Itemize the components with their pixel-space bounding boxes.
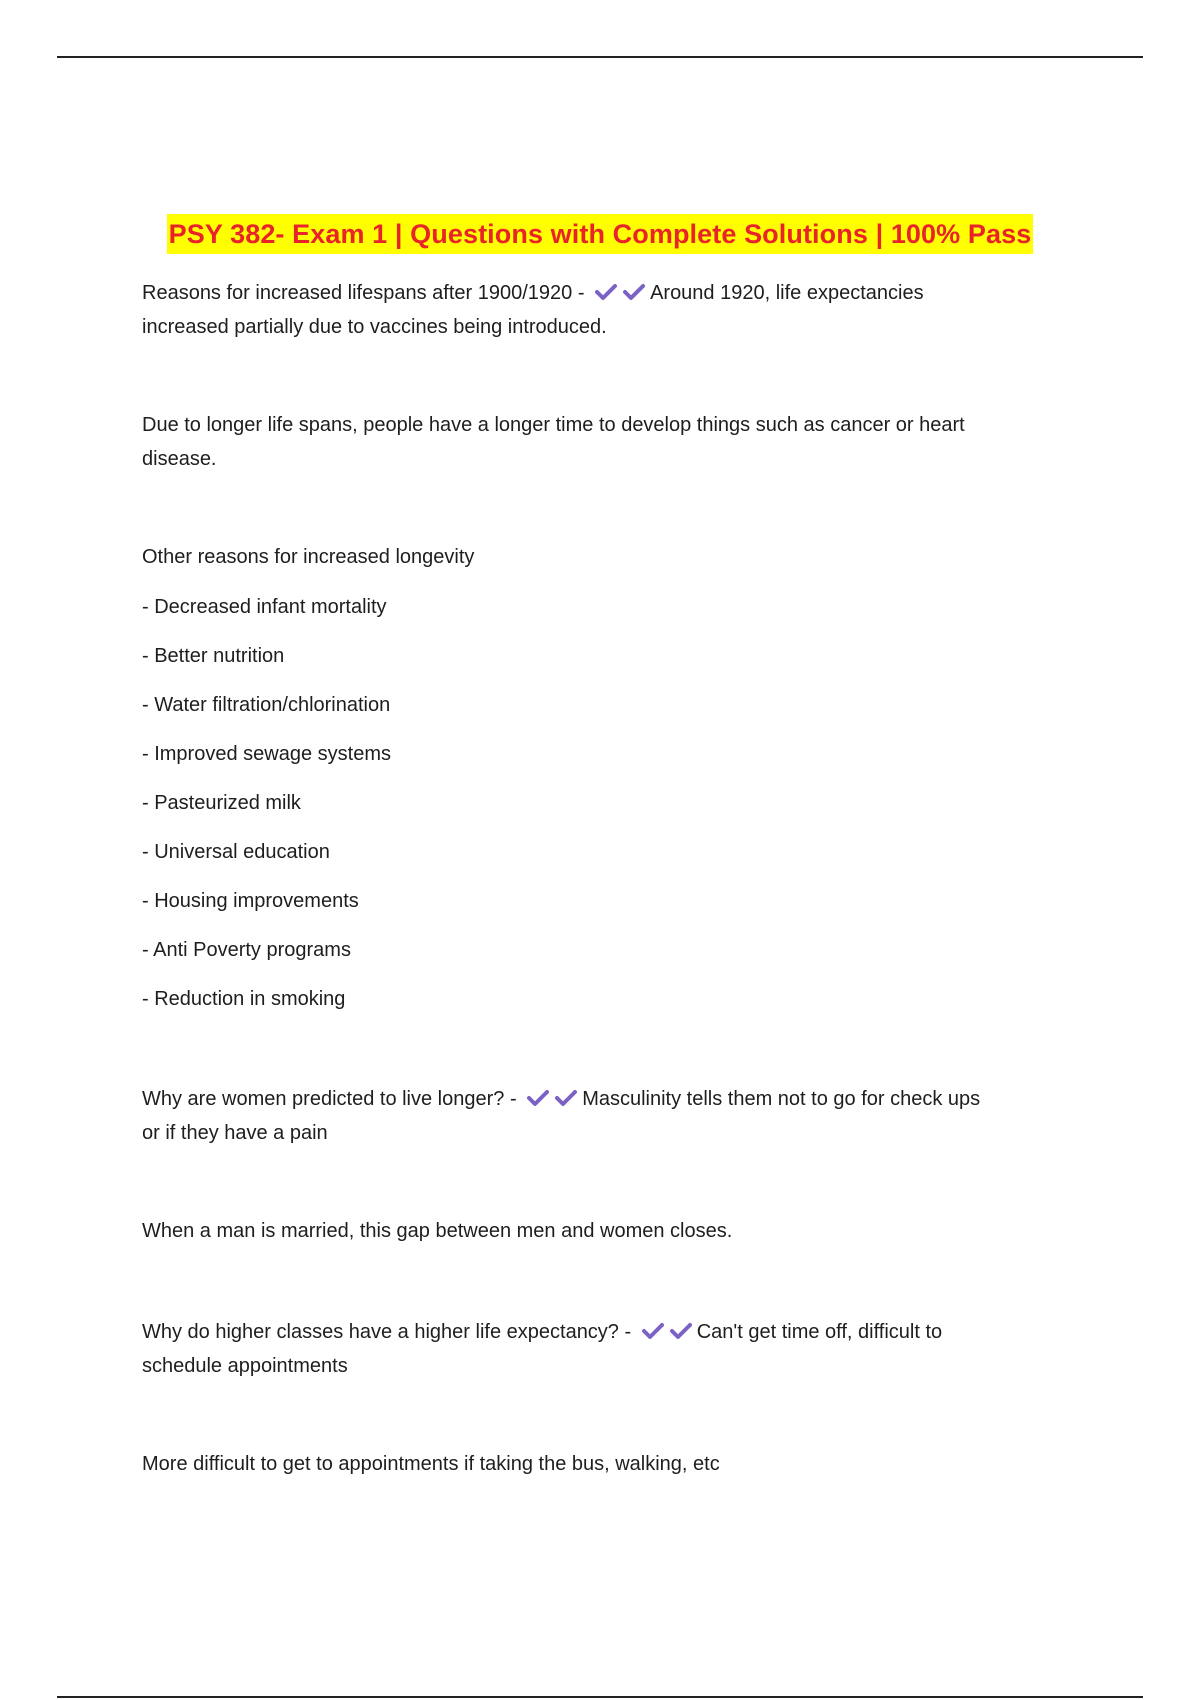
qa-1 (142, 276, 1062, 344)
list-item: - Reduction in smoking (142, 988, 346, 1010)
list-item: - Housing improvements (142, 890, 359, 912)
list-item: - Water filtration/chlorination (142, 694, 391, 716)
qa-3-answer-continued: schedule appointments (142, 1355, 348, 1377)
check-icon (669, 1321, 693, 1341)
check-icon (594, 282, 618, 302)
document-title: PSY 382- Exam 1 | Questions with Complete Solutions | 100% Pass (167, 214, 1034, 254)
qa-2-line-1 (142, 1082, 1062, 1116)
qa-2 (142, 1082, 1062, 1150)
qa-2-question: Why are women predicted to live longer? - (142, 1088, 517, 1110)
paragraph-appointments: More difficult to get to appointments if taking the bus, walking, etc (142, 1453, 720, 1475)
paragraph-married: When a man is married, this gap between men and women closes. (142, 1220, 733, 1242)
qa-1-answer-continued: increased partially due to vaccines being introduced. (142, 316, 607, 338)
bottom-rule (57, 1696, 1143, 1698)
qa-1-question: Reasons for increased lifespans after 1900/1920 - (142, 282, 585, 304)
list-item: - Better nutrition (142, 645, 285, 667)
qa-1-line-1 (142, 276, 1062, 310)
paragraph-longer-life (142, 408, 1062, 476)
qa-3-line-1 (142, 1315, 1062, 1349)
check-icon (622, 282, 646, 302)
list-item: - Universal education (142, 841, 330, 863)
paragraph-longer-life-line-2: disease. (142, 448, 217, 470)
title-container (0, 214, 1200, 254)
list-item: - Decreased infant mortality (142, 596, 387, 618)
qa-1-answer-start: Around 1920, life expectancies (650, 282, 924, 304)
list-item: - Anti Poverty programs (142, 939, 351, 961)
qa-2-answer-continued: or if they have a pain (142, 1122, 328, 1144)
check-icon (554, 1088, 578, 1108)
check-icon (641, 1321, 665, 1341)
top-rule (57, 56, 1143, 58)
qa-3-answer-start: Can't get time off, difficult to (696, 1321, 943, 1343)
paragraph-longer-life-line-1: Due to longer life spans, people have a longer time to develop things such as cancer or heart (142, 414, 965, 436)
list-item: - Pasteurized milk (142, 792, 301, 814)
check-icon (526, 1088, 550, 1108)
list-item: - Improved sewage systems (142, 743, 391, 765)
qa-3 (142, 1315, 1062, 1383)
other-reasons-heading: Other reasons for increased longevity (142, 546, 475, 568)
qa-2-answer-start: Masculinity tells them not to go for check ups (582, 1088, 981, 1110)
qa-3-question: Why do higher classes have a higher life expectancy? - (142, 1321, 632, 1343)
